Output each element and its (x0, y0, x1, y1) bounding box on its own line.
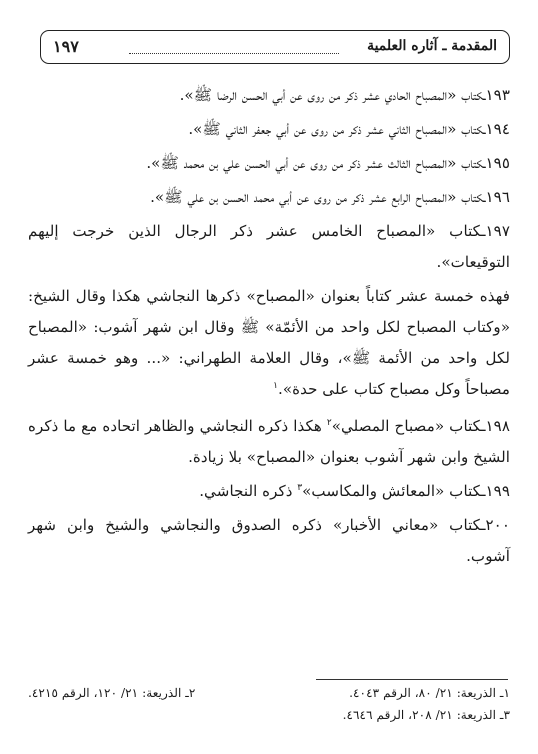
main-text (28, 80, 510, 575)
running-header (40, 30, 510, 64)
footnote-3: ٣ـ الذريعة: ٢١/ ٢٠٨، الرقم ٤٦٤٦. (342, 708, 510, 722)
paragraph-text: فهذه خمسة عشر كتاباً بعنوان «المصباح» ذكرها النجاشي هكذا وقال الشيخ: «وكتاب المصباح لكل واحد من الأئمّة» ﷺ وقال ابن شهر آشوب: «المصباح لكل واحد من الأئمة ﷺ»، وقال العلامة الطهراني: «... وهو خمسة عشر مصباحاً وكل مصباح كتاب على حدة». (28, 287, 510, 398)
entry-197 (28, 216, 510, 278)
entry-number: ١٩٧ـ (481, 222, 510, 240)
entry-text: هكذا ذكره النجاشي والظاهر اتحاده مع ما ذكره الشيخ وابن شهر آشوب بعنوان «المصباح» بلا زيادة. (28, 417, 510, 466)
entry-193 (28, 80, 510, 111)
entry-number: ٢٠٠ـ (481, 516, 510, 534)
entry-title: كتاب «مصباح المصلي» (331, 417, 482, 435)
entry-number: ١٩٩ـ (481, 482, 510, 500)
header-dotted-leader (129, 53, 339, 54)
entry-198 (28, 411, 510, 473)
footnote-ref: ٢ (326, 417, 332, 428)
entry-number: ١٩٦ـ (483, 188, 510, 206)
entry-200 (28, 510, 510, 572)
page-number: ١٩٧ (53, 37, 79, 56)
footnote-row (28, 704, 510, 726)
entry-text: كتاب «المصباح الحادي عشر ذكر من روى عن أبي الحسن الرضا ﷺ». (179, 86, 484, 104)
footnotes (28, 682, 510, 726)
entry-199 (28, 476, 510, 507)
entry-195 (28, 148, 510, 179)
entry-text: ذكره النجاشي. (199, 482, 293, 500)
header-title: المقدمة ـ آثاره العلمية (367, 38, 497, 54)
entry-title: كتاب «المعائش والمكاسب» (302, 482, 482, 500)
entry-number: ١٩٤ـ (483, 120, 510, 138)
footnote-row (28, 682, 510, 704)
entry-text: كتاب «المصباح الرابع عشر ذكر من روى عن أبي محمد الحسن بن علي ﷺ». (150, 188, 484, 206)
footnote-1: ١ـ الذريعة: ٢١/ ٨٠، الرقم ٤٠٤٣. (349, 686, 510, 700)
entry-title: كتاب «معاني الأخبار» (332, 516, 482, 534)
footnote-ref: ١ (273, 380, 279, 391)
entry-number: ١٩٨ـ (481, 417, 510, 435)
entry-text: ذكره الصدوق والنجاشي والشيخ وابن شهر آشوب. (28, 516, 510, 565)
footnote-ref: ٣ (297, 482, 303, 493)
entry-196 (28, 182, 510, 213)
entry-number: ١٩٥ـ (483, 154, 510, 172)
entry-number: ١٩٣ـ (483, 86, 510, 104)
summary-paragraph (28, 281, 510, 405)
entry-194 (28, 114, 510, 145)
entry-text: كتاب «المصباح الثالث عشر ذكر من روى عن أبي الحسن علي بن محمد ﷺ». (146, 154, 484, 172)
entry-text: كتاب «المصباح الثاني عشر ذكر من روى عن أبي جعفر الثاني ﷺ». (188, 120, 484, 138)
entry-text: كتاب «المصباح الخامس عشر ذكر الرجال الذين خرجت إليهم التوقيعات». (28, 222, 510, 271)
footnote-separator (316, 679, 508, 680)
footnote-2: ٢ـ الذريعة: ٢١/ ١٢٠، الرقم ٤٢١٥. (28, 686, 196, 700)
